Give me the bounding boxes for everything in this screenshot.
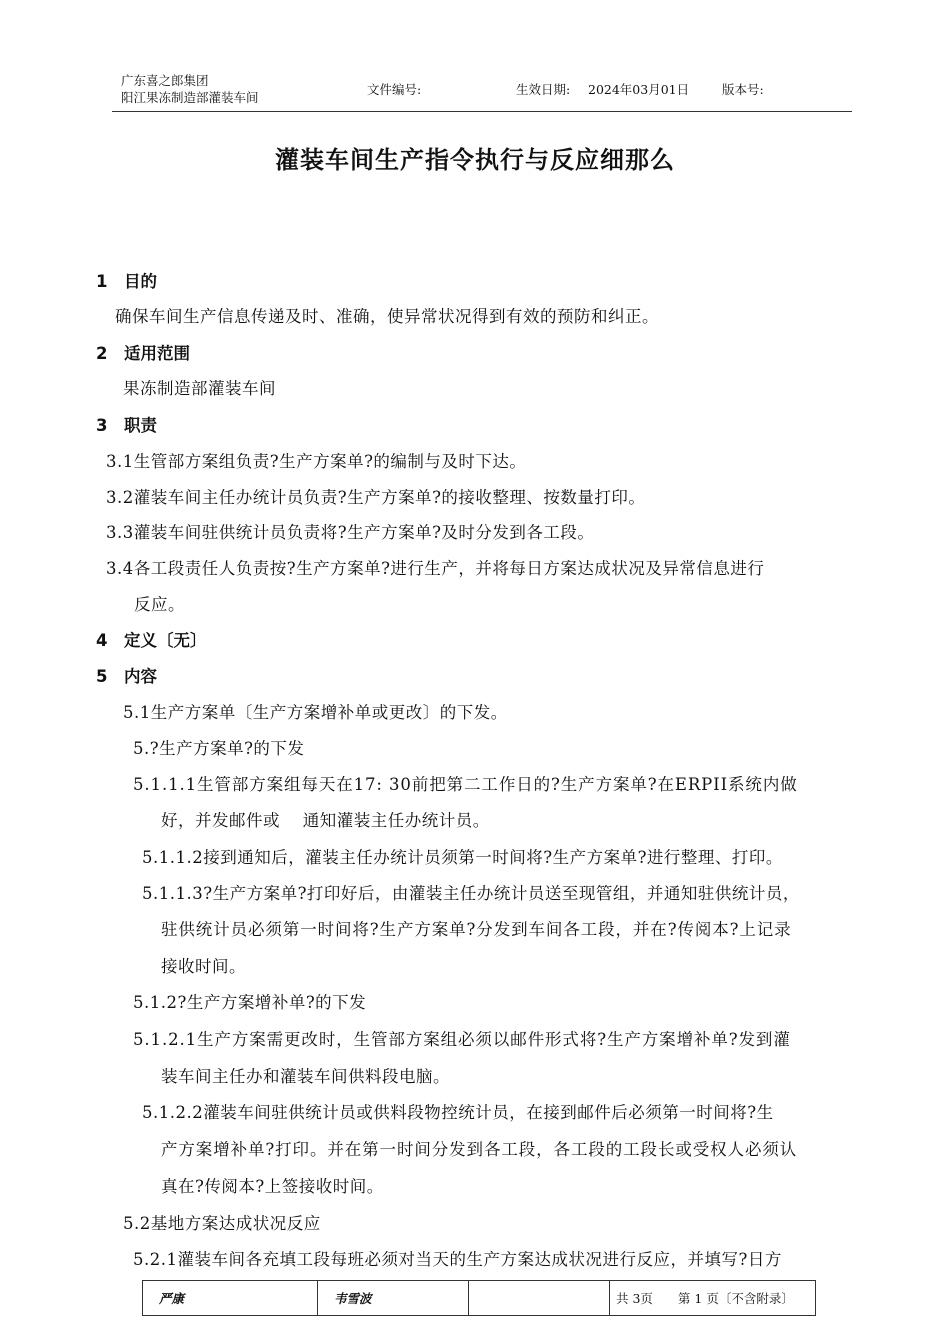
content-line: 5.1生产方案单〔生产方案增补单或更改〕的下发。 — [123, 703, 508, 722]
section-2-heading — [96, 340, 190, 364]
section-3-heading — [96, 412, 157, 436]
content-line: 5.1.1.3?生产方案单?打印好后，由灌装主任办统计员送至现管组，并通知驻供统计员， — [142, 884, 800, 903]
section-5-heading — [96, 663, 157, 687]
signature-table — [142, 1280, 816, 1316]
department-name: 阳江果冻制造部灌装车间 — [121, 90, 259, 105]
content-line: 装车间主任办和灌装车间供料段电脑。 — [161, 1067, 450, 1086]
responsibility-item-continued: 反应。 — [134, 595, 185, 614]
responsibility-item: 3.4各工段责任人负责按?生产方案单?进行生产，并将每日方案达成状况及异常信息进行 — [106, 559, 765, 578]
section-4-heading — [96, 627, 207, 651]
blank-signature-cell — [469, 1281, 610, 1316]
content-line: 5.2.1灌装车间各充填工段每班必须对当天的生产方案达成状况进行反应，并填写?日方 — [133, 1250, 782, 1269]
effective-date: 2024年03月01日 — [588, 82, 690, 97]
content-line: 接收时间。 — [161, 957, 246, 976]
section-number: 2 — [96, 344, 108, 363]
content-line: 真在?传阅本?上签接收时间。 — [161, 1177, 384, 1196]
section-title: 职责 — [124, 416, 157, 435]
responsibility-item: 3.2灌装车间主任办统计员负责?生产方案单?的接收整理、按数量打印。 — [106, 488, 646, 507]
responsibility-item: 3.1生管部方案组负责?生产方案单?的编制与及时下达。 — [106, 452, 527, 471]
content-line: 驻供统计员必须第一时间将?生产方案单?分发到车间各工段，并在?传阅本?上记录 — [161, 920, 792, 939]
prepared-by-signature: 严康 — [143, 1281, 318, 1316]
content-line: 5.1.2.1生产方案需更改时，生管部方案组必须以邮件形式将?生产方案增补单?发到灌 — [133, 1030, 791, 1049]
content-line: 产方案增补单?打印。并在第一时间分发到各工段，各工段的工段长或受权人必须认 — [161, 1140, 798, 1159]
section-number: 4 — [96, 631, 108, 650]
approved-by-signature: 韦雪波 — [318, 1281, 469, 1316]
section-title: 目的 — [124, 272, 157, 291]
version-label: 版本号: — [722, 82, 764, 97]
company-name: 广东喜之郎集团 — [121, 73, 209, 88]
section-number: 3 — [96, 416, 108, 435]
header-divider — [112, 111, 852, 112]
content-line: 好，并发邮件或 通知灌装主任办统计员。 — [161, 811, 490, 830]
content-line: 5.1.1.1生管部方案组每天在17: 30前把第二工作日的?生产方案单?在ERPII系统内做 — [133, 775, 798, 794]
section-title: 适用范围 — [124, 344, 190, 363]
effective-date-label: 生效日期: — [516, 82, 571, 97]
content-line: 5.?生产方案单?的下发 — [133, 739, 305, 758]
content-line: 5.2基地方案达成状况反应 — [123, 1214, 321, 1233]
section-title: 定义〔无〕 — [124, 631, 207, 650]
content-line: 5.1.2.2灌装车间驻供统计员或供料段物控统计员，在接到邮件后必须第一时间将?生 — [142, 1103, 774, 1122]
content-line: 5.1.1.2接到通知后，灌装主任办统计员须第一时间将?生产方案单?进行整理、打印。 — [142, 848, 783, 867]
purpose-text: 确保车间生产信息传递及时、准确，使异常状况得到有效的预防和纠正。 — [115, 307, 659, 326]
section-number: 1 — [96, 272, 108, 291]
doc-number-label: 文件编号: — [367, 82, 422, 97]
section-title: 内容 — [124, 667, 157, 686]
section-number: 5 — [96, 667, 108, 686]
responsibility-item: 3.3灌装车间驻供统计员负责将?生产方案单?及时分发到各工段。 — [106, 523, 595, 542]
content-line: 5.1.2?生产方案增补单?的下发 — [133, 993, 367, 1012]
scope-text: 果冻制造部灌装车间 — [123, 379, 276, 398]
section-1-heading — [96, 268, 157, 292]
page-info: 共 3页 第 1 页〔不含附录〕 — [610, 1281, 816, 1316]
document-title: 灌装车间生产指令执行与反应细那么 — [275, 146, 675, 174]
